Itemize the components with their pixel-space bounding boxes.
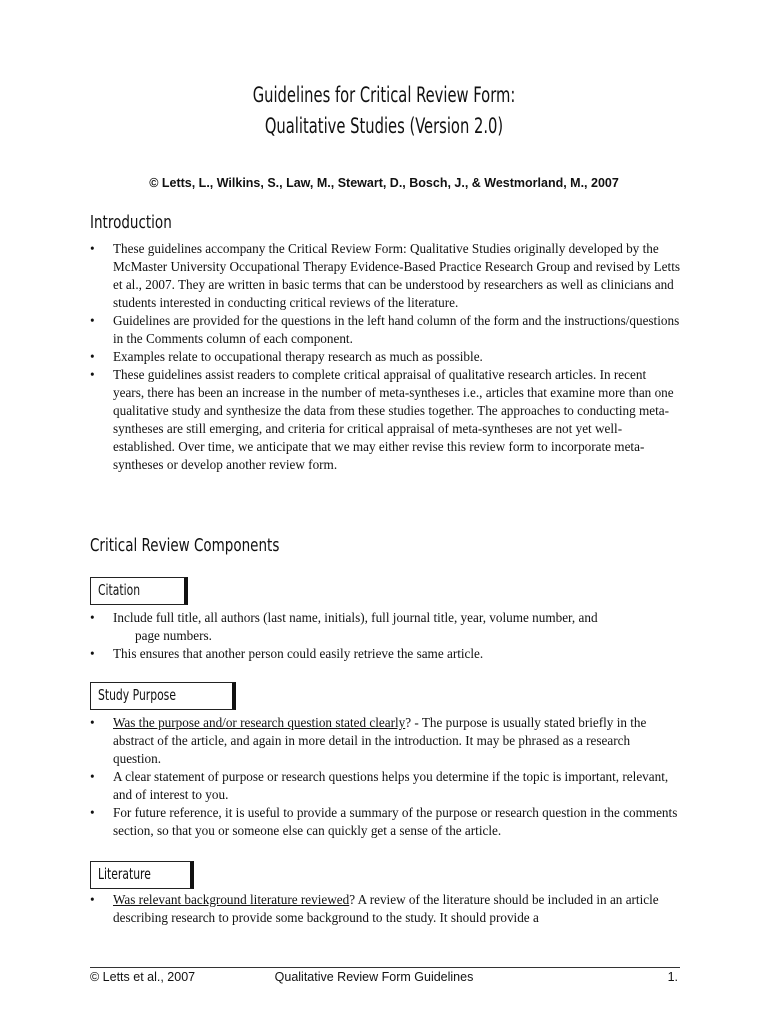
footer-page-number: 1. <box>667 970 678 984</box>
citation-label-box <box>90 577 188 605</box>
introduction-bullet-1: • These guidelines accompany the Critical Review Form: Qualitative Studies originally developed by the McMaster University Occupational Therapy Evidence-Based Practice Research Group and revised by Letts et al., 2007. They are written in basic terms that can be understood by researchers as well as clinicians and students interested in conducting critical reviews of the literature. <box>90 240 680 312</box>
study-purpose-bullet-2: • A clear statement of purpose or research questions helps you determine if the topic is important, relevant, and of interest to you. <box>90 768 680 804</box>
introduction-bullet-2: • Guidelines are provided for the questions in the left hand column of the form and the instructions/questions in the Comments column of each component. <box>90 312 680 348</box>
authors-line: © Letts, L., Wilkins, S., Law, M., Stewart, D., Bosch, J., & Westmorland, M., 2007 <box>149 176 619 190</box>
study-purpose-label: Study Purpose <box>98 686 176 704</box>
literature-bullet-1 <box>90 891 680 927</box>
document-title-line1: Guidelines for Critical Review Form: <box>252 83 516 107</box>
study-purpose-list <box>90 714 680 840</box>
citation-label: Citation <box>98 581 141 599</box>
literature-label: Literature <box>98 865 151 883</box>
components-heading: Critical Review Components <box>90 535 280 556</box>
literature-label-box <box>90 861 194 889</box>
introduction-bullet-3: • Examples relate to occupational therapy research as much as possible. <box>90 348 680 366</box>
footer-copyright: © Letts et al., 2007 <box>90 970 196 984</box>
document-title-line2: Qualitative Studies (Version 2.0) <box>264 114 504 138</box>
citation-bullet-1-rest: page numbers. <box>135 628 212 643</box>
citation-bullet-1 <box>90 609 680 645</box>
citation-bullet-1-first: Include full title, all authors (last name, initials), full journal title, year, volume number, and <box>113 610 598 625</box>
introduction-heading: Introduction <box>90 212 172 233</box>
footer-divider <box>90 967 680 968</box>
introduction-list <box>90 240 680 474</box>
literature-bullet-1-rest: ? A review of the literature should be included in an article describing research to provide some background to the study. It should provide a <box>113 892 659 925</box>
study-purpose-label-box <box>90 682 236 710</box>
study-purpose-question: Was the purpose and/or research question stated clearly <box>113 715 406 730</box>
literature-question: Was relevant background literature reviewed <box>113 892 350 907</box>
study-purpose-bullet-1 <box>90 714 680 768</box>
study-purpose-bullet-3: • For future reference, it is useful to provide a summary of the purpose or research question in the comments section, so that you or someone else can quickly get a sense of the article. <box>90 804 680 840</box>
citation-list <box>90 609 680 663</box>
literature-list <box>90 891 680 927</box>
footer-title: Qualitative Review Form Guidelines <box>274 970 474 984</box>
introduction-bullet-4: • These guidelines assist readers to complete critical appraisal of qualitative research articles. In recent years, there has been an increase in the number of meta-syntheses i.e., articles that examine more than one qualitative study and synthesize the data from these studies together. The approaches to conducting meta-syntheses are still emerging, and criteria for critical appraisal of meta-syntheses are not yet well-established. Over time, we anticipate that we may either revise this review form to incorporate meta-syntheses or develop another review form. <box>90 366 680 474</box>
study-purpose-bullet-1-rest: ? - The purpose is usually stated briefly in the abstract of the article, and again in more detail in the introduction. It may be phrased as a research question. <box>113 715 647 766</box>
citation-bullet-2: • This ensures that another person could easily retrieve the same article. <box>90 645 680 663</box>
